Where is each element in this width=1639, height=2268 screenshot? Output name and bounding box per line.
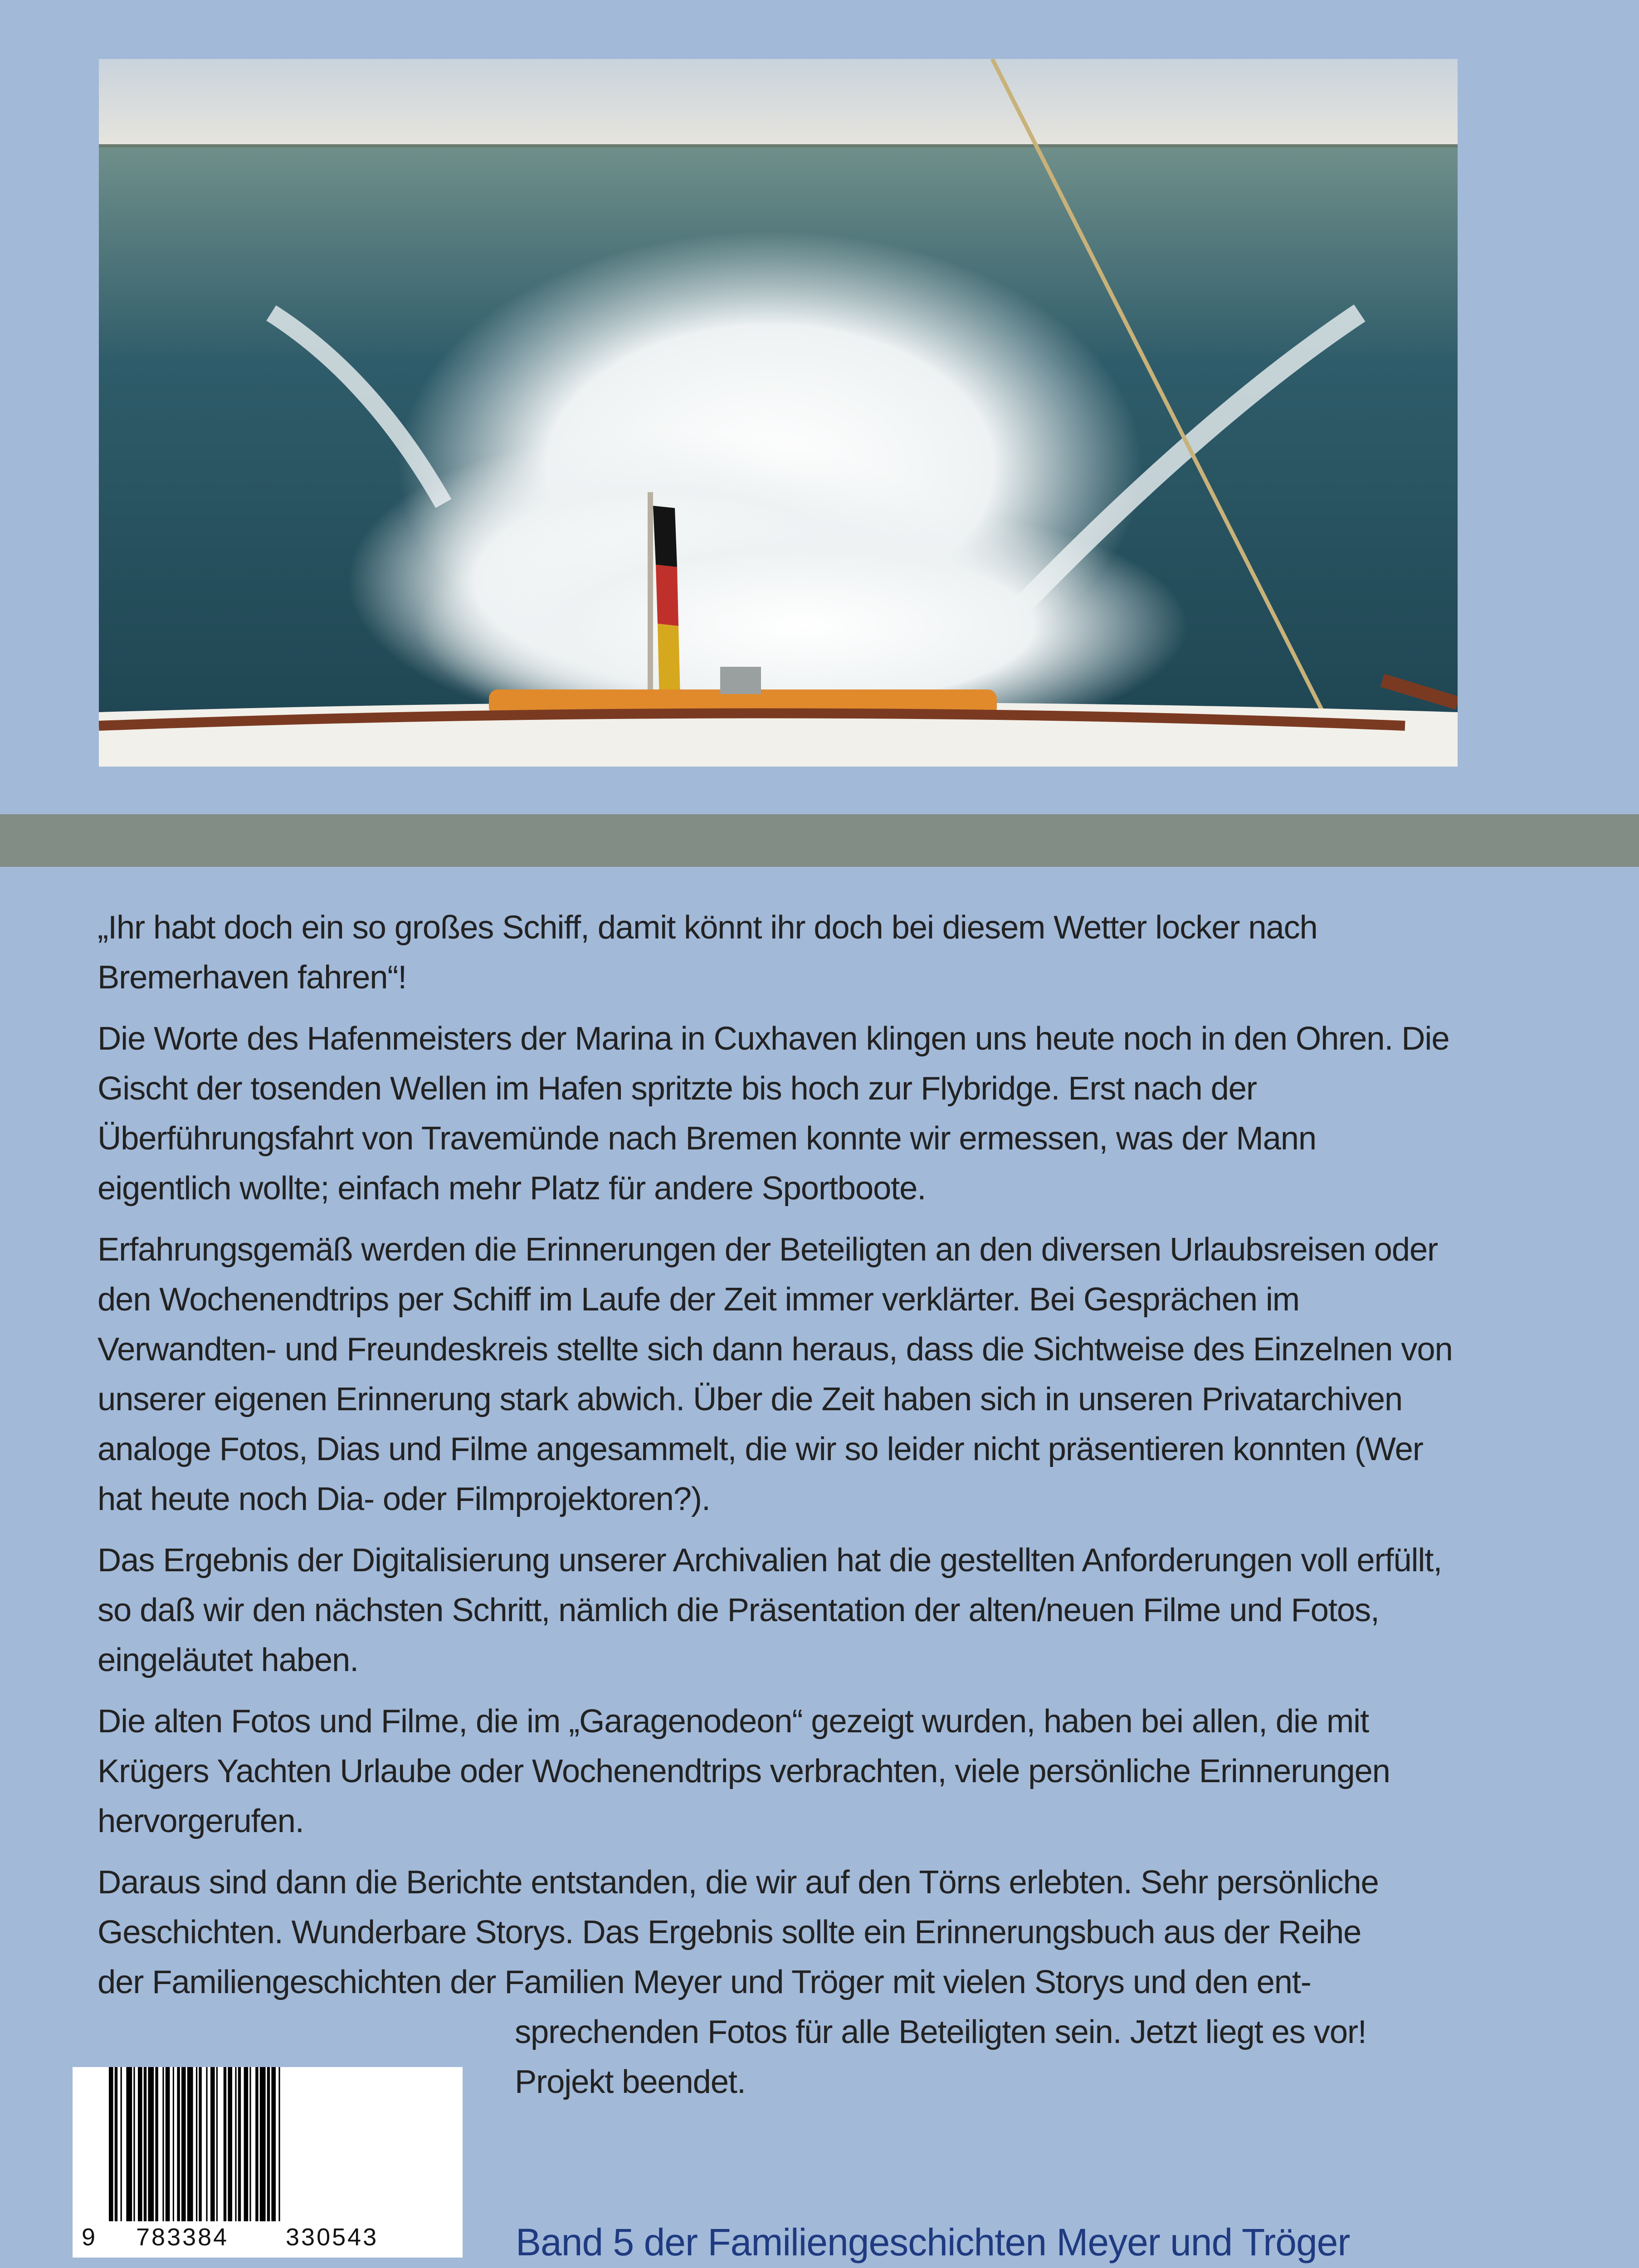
barcode-bar	[260, 2067, 266, 2221]
barcode-bar	[121, 2067, 122, 2221]
barcode-bar	[249, 2067, 251, 2221]
paragraph: Das Ergebnis der Digitalisierung unserer Archivalien hat die gestellten Anforderungen voll erfüllt, so daß wir den nächsten Schritt, nämlich die Präsentation der alten/neuen Filme und Fotos, eingeläutet haben.	[98, 1542, 1442, 1678]
barcode-bar	[267, 2067, 270, 2221]
barcode-bar	[148, 2067, 154, 2221]
barcode-bar	[235, 2067, 236, 2221]
text-line: Daraus sind dann die Berichte entstanden, die wir auf den Törns erlebten. Sehr persönliche	[98, 1864, 1379, 1901]
barcode-bar	[177, 2067, 180, 2221]
back-cover-text	[98, 903, 1458, 2118]
barcode-bar	[206, 2067, 207, 2221]
barcode-bar	[199, 2067, 201, 2221]
divider-band	[0, 814, 1639, 867]
text-line: Geschichten. Wunderbare Storys. Das Ergebnis sollte ein Erinnerungsbuch aus der Reihe	[98, 1914, 1361, 1950]
barcode-bar	[244, 2067, 249, 2221]
barcode-bar	[271, 2067, 276, 2221]
barcode-bars	[109, 2067, 422, 2221]
barcode-bar	[126, 2067, 132, 2221]
barcode-bar	[238, 2067, 241, 2221]
paragraph: Die Worte des Hafenmeisters der Marina in Cuxhaven klingen uns heute noch in den Ohren. Die Gischt der tosenden Wellen im Hafen spritzte bis hoch zur Flybridge. Erst nach der Überführungsfahrt von Travemünde nach Bremen konnte wir ermessen, was der Mann eigentlich wollte; einfach mehr Platz für andere Sportboote.	[98, 1020, 1449, 1207]
barcode-bar	[166, 2067, 170, 2221]
barcode-bar	[196, 2067, 197, 2221]
barcode-bar	[162, 2067, 164, 2221]
paragraph: Erfahrungsgemäß werden die Erinnerungen der Beteiligten an den diversen Urlaubsreisen oder den Wochenendtrips per Schiff im Laufe der Zeit immer verklärter. Bei Gesprächen im Verwandten- und Freundeskreis stellte sich dann heraus, dass die Sichtweise des Einzelnen von unserer eigenen Erinnerung stark abwich. Über die Zeit haben sich in unseren Privatarchiven analoge Fotos, Dias und Filme angesammelt, die wir so leider nicht präsentieren konnten (Wer hat heute noch Dia- oder Filmprojektoren?).	[98, 1231, 1453, 1517]
barcode-digits-left: 783384	[136, 2224, 229, 2251]
text-line: Projekt beendet.	[515, 2063, 746, 2100]
barcode-bar	[115, 2067, 117, 2221]
paragraph: Die alten Fotos und Filme, die im „Garagenodeon“ gezeigt wurden, haben bei allen, die mit Krügers Yachten Urlaube oder Wochenendtrips verbrachten, viele persönliche Erinnerungen hervorgerufen.	[98, 1703, 1390, 1839]
barcode-bar	[181, 2067, 186, 2221]
barcode-bar	[109, 2067, 113, 2221]
barcode-digit-lead: 9	[82, 2224, 98, 2251]
barcode-bar	[138, 2067, 142, 2221]
text-line: der Familiengeschichten der Familien Meyer und Tröger mit vielen Storys und den ent-	[98, 1964, 1311, 2000]
cover-photo-boat-wake	[99, 59, 1458, 767]
barcode-bar	[155, 2067, 158, 2221]
isbn-barcode	[73, 2067, 463, 2258]
barcode-bar	[224, 2067, 226, 2221]
barcode-bar	[210, 2067, 215, 2221]
barcode-bar	[255, 2067, 258, 2221]
barcode-bar	[133, 2067, 135, 2221]
series-title: Band 5 der Familiengeschichten Meyer und Tröger	[516, 2221, 1350, 2263]
barcode-bar	[228, 2067, 232, 2221]
barcode-digits-right: 330543	[286, 2224, 379, 2251]
text-line: sprechenden Fotos für alle Beteiligten sein. Jetzt liegt es vor!	[515, 2014, 1366, 2050]
barcode-bar	[187, 2067, 193, 2221]
barcode-bar	[278, 2067, 280, 2221]
barcode-bar	[216, 2067, 218, 2221]
barcode-bar	[173, 2067, 174, 2221]
paragraph: „Ihr habt doch ein so großes Schiff, damit könnt ihr doch bei diesem Wetter locker nach Bremerhaven fahren“!	[98, 909, 1317, 996]
barcode-bar	[144, 2067, 146, 2221]
